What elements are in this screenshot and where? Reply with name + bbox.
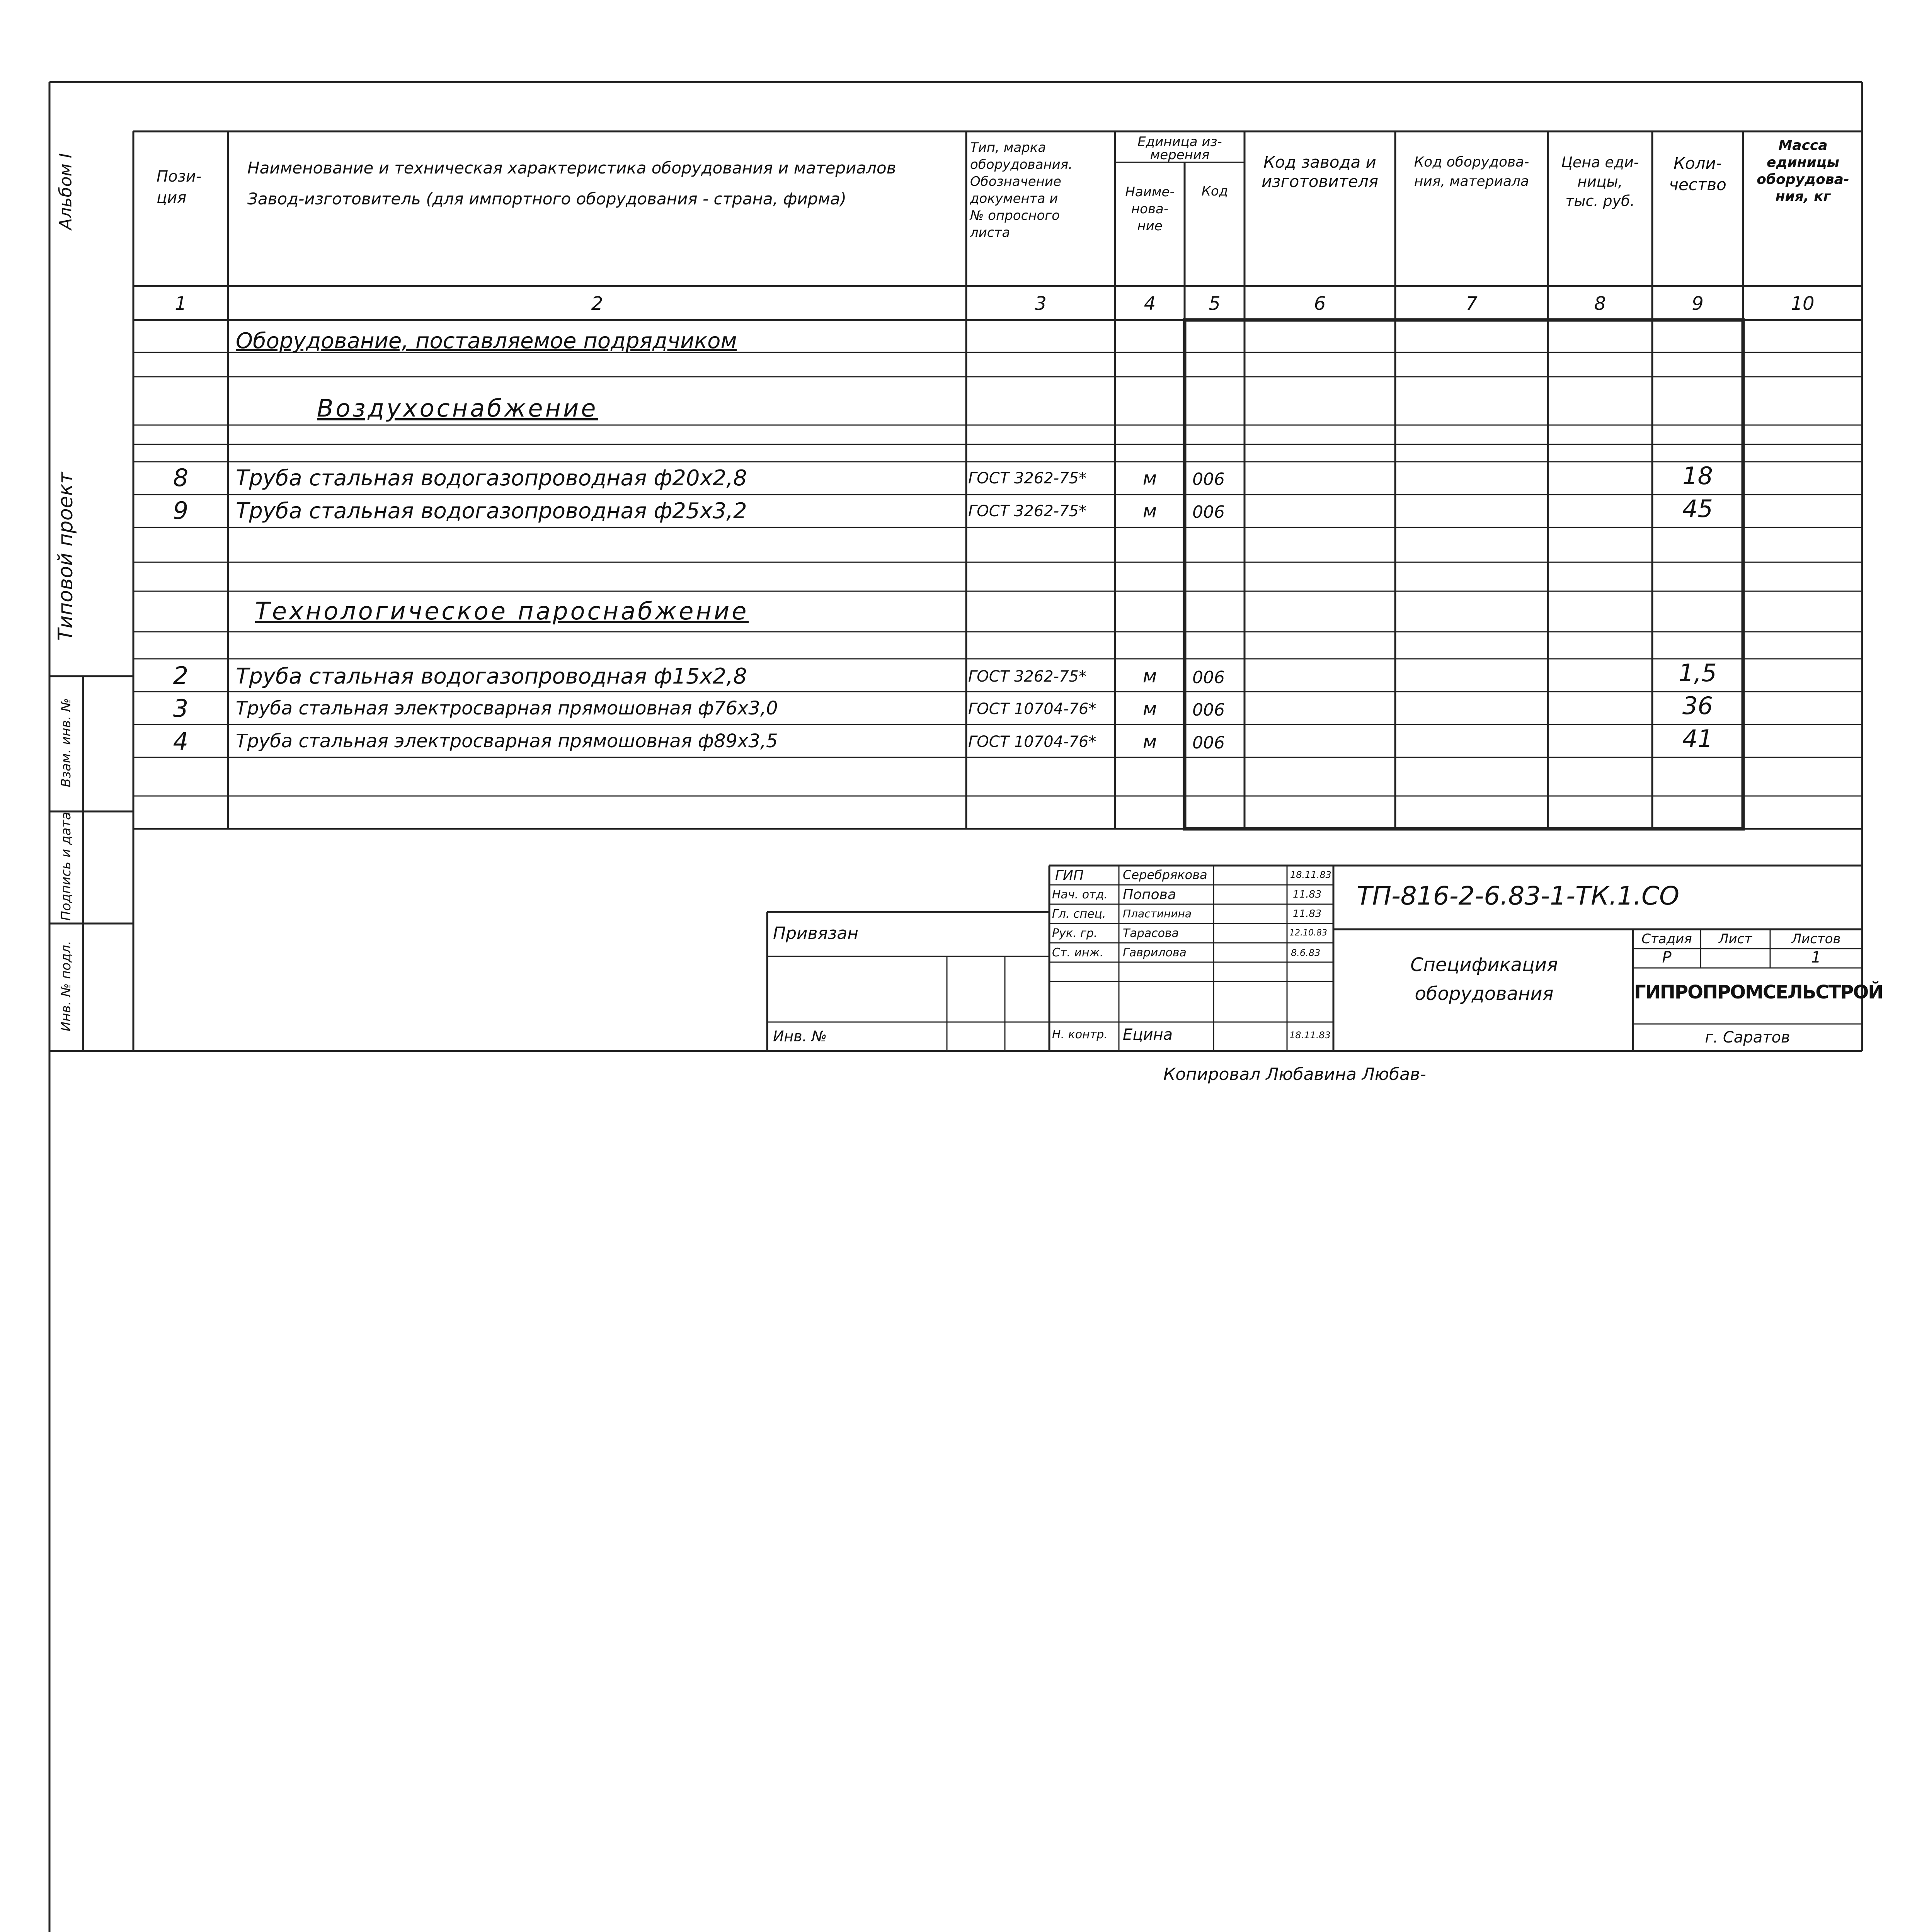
- signer-role: ГИП: [1055, 867, 1084, 883]
- row-code: 006: [1192, 502, 1225, 522]
- signer-date: 11.83: [1293, 908, 1322, 920]
- signer-name: Ецина: [1123, 1026, 1173, 1044]
- organization-city: г. Саратов: [1705, 1029, 1790, 1046]
- document-code: ТП-816-2-6.83-1-ТК.1.СО: [1357, 881, 1680, 911]
- attached-label: Привязан: [773, 923, 859, 943]
- sheet-label: Лист: [1718, 931, 1752, 947]
- row-type: ГОСТ 10704-76*: [968, 700, 1096, 718]
- row-unit: м: [1142, 698, 1157, 720]
- column-number-3: 3: [1035, 293, 1047, 315]
- signer-date: 11.83: [1293, 889, 1322, 900]
- row-type: ГОСТ 10704-76*: [968, 733, 1096, 751]
- row-type: ГОСТ 3262-75*: [968, 469, 1086, 487]
- column-number-5: 5: [1209, 293, 1221, 315]
- header-position: Пози- ция: [157, 168, 202, 207]
- margin-inv-orig-label: Инв. № подл.: [58, 940, 74, 1032]
- column-number-6: 6: [1314, 293, 1326, 315]
- signer-date: 18.11.83: [1289, 1030, 1331, 1041]
- row-position: 9: [173, 497, 189, 525]
- sheet-value: 1: [1811, 949, 1821, 966]
- row-name: Труба стальная электросварная прямошовная ф89х3,5: [236, 730, 778, 752]
- row-quantity: 36: [1682, 692, 1713, 720]
- sheets-label: Листов: [1791, 931, 1841, 947]
- row-type: ГОСТ 3262-75*: [968, 668, 1086, 685]
- signer-role: Н. контр.: [1052, 1028, 1108, 1041]
- row-name: Труба стальная водогазопроводная ф15х2,8: [236, 664, 747, 689]
- margin-sign-date-label: Подпись и дата: [58, 812, 74, 921]
- signer-date: 12.10.83: [1289, 928, 1327, 938]
- margin-project-label: Типовой проект: [54, 472, 77, 641]
- header-price: Цена еди- ницы, тыс. руб.: [1561, 154, 1639, 209]
- subsection-heading: Воздухоснабжение: [317, 394, 598, 422]
- row-quantity: 41: [1682, 724, 1713, 753]
- row-quantity: 45: [1682, 495, 1713, 523]
- signer-date: 18.11.83: [1290, 869, 1331, 880]
- header-unit-code: Код: [1201, 184, 1228, 199]
- column-number-1: 1: [175, 293, 187, 315]
- inv-number-label: Инв. №: [773, 1028, 827, 1045]
- row-position: 3: [173, 694, 189, 723]
- margin-replace-inv-label: Взам. инв. №: [58, 698, 74, 787]
- column-number-4: 4: [1144, 293, 1156, 315]
- column-number-8: 8: [1594, 293, 1606, 315]
- stage-label: Стадия: [1641, 931, 1692, 947]
- row-name: Труба стальная электросварная прямошовная ф76х3,0: [236, 697, 778, 719]
- stage-value: Р: [1662, 949, 1672, 966]
- row-type: ГОСТ 3262-75*: [968, 502, 1086, 520]
- column-number-7: 7: [1466, 293, 1478, 315]
- signer-name: Тарасова: [1123, 927, 1179, 940]
- header-type: Тип, марка оборудования. Обозначение документа и № опросного листа: [970, 140, 1073, 240]
- header-factory-code: Код завода и изготовителя: [1261, 153, 1379, 191]
- row-name: Труба стальная водогазопроводная ф20х2,8: [236, 466, 747, 491]
- row-code: 006: [1192, 668, 1225, 687]
- row-unit: м: [1142, 731, 1157, 753]
- section-heading: Оборудование, поставляемое подрядчиком: [236, 328, 737, 354]
- header-quantity: Коли- чество: [1669, 154, 1726, 194]
- row-unit: м: [1142, 665, 1157, 687]
- header-name: Наименование и техническая характеристика оборудования и материалов Завод-изготовитель (для импортного оборудования - страна, фирма): [247, 158, 896, 208]
- row-unit: м: [1142, 500, 1157, 522]
- row-unit: м: [1142, 468, 1157, 489]
- row-position: 4: [173, 727, 189, 755]
- signer-role: Ст. инж.: [1052, 946, 1104, 959]
- signer-role: Рук. гр.: [1052, 927, 1098, 940]
- signer-name: Пластинина: [1123, 907, 1192, 920]
- organization-name: ГИПРОПРОМСЕЛЬСТРОЙ: [1634, 981, 1883, 1003]
- margin-album-label: Альбом I: [56, 153, 76, 230]
- header-equipment-code: Код оборудова- ния, материала: [1414, 154, 1529, 189]
- row-code: 006: [1192, 469, 1225, 489]
- signer-name: Попова: [1123, 887, 1176, 903]
- signer-name: Гаврилова: [1123, 946, 1187, 959]
- subsection-heading: Технологическое пароснабжение: [255, 597, 749, 625]
- row-name: Труба стальная водогазопроводная ф25х3,2: [236, 498, 747, 524]
- copied-by: Копировал Любавина Любав-: [1163, 1065, 1426, 1084]
- column-number-10: 10: [1791, 293, 1815, 315]
- document-title: Спецификация оборудования: [1410, 954, 1558, 1005]
- row-position: 8: [173, 464, 189, 492]
- header-unit-name: Наиме- нова- ние: [1125, 184, 1175, 234]
- column-number-9: 9: [1692, 293, 1704, 315]
- row-position: 2: [173, 662, 189, 690]
- row-code: 006: [1192, 700, 1225, 720]
- signer-name: Серебрякова: [1123, 867, 1207, 882]
- header-unit: Единица из- мерения: [1137, 134, 1222, 163]
- signer-date: 8.6.83: [1291, 947, 1321, 958]
- signer-role: Нач. отд.: [1052, 888, 1108, 901]
- row-quantity: 18: [1682, 462, 1713, 490]
- signer-role: Гл. спец.: [1052, 907, 1106, 921]
- column-number-2: 2: [591, 293, 603, 315]
- row-quantity: 1,5: [1679, 659, 1717, 687]
- row-code: 006: [1192, 733, 1225, 753]
- header-mass: Масса единицы оборудова- ния, кг: [1757, 138, 1849, 204]
